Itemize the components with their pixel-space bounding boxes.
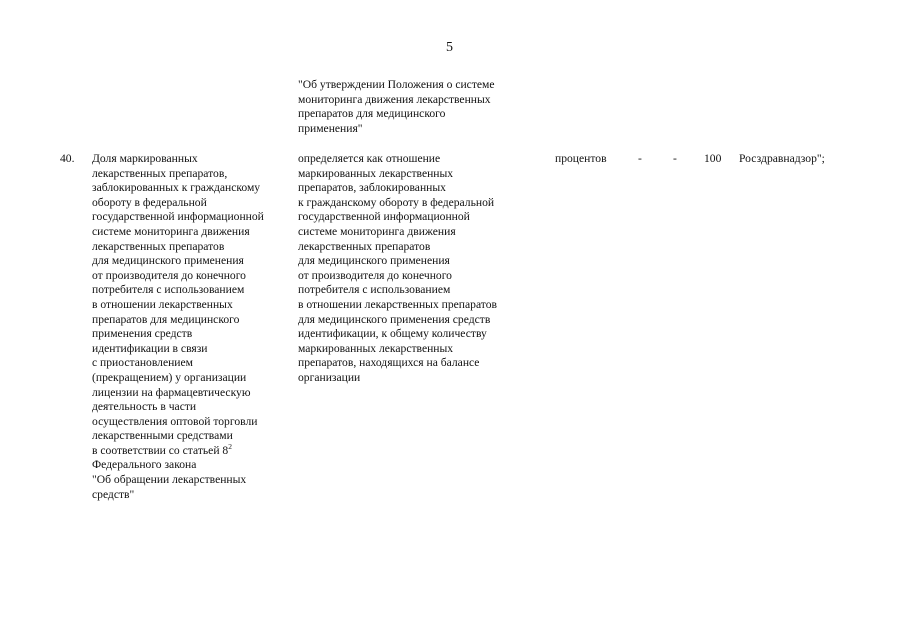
indicator-name-text: Доля маркированных лекарственных препаратов, заблокированных к гражданскому обороту в федеральной государственной информационной системе мониторинга движения лекарственных препаратов для медицинского применения от производителя до конечного потребителя с использованием в отношении лекарственных препаратов для медицинского применения средств идентификации в связи с приостановлением (прекращением) у организации лицензии на фармацевтическую деятельность в части осуществления оптовой торговли лекарственными средствами в соответствии со статьей 8 [92, 152, 264, 457]
responsible-agency: Росздравнадзор"; [739, 152, 825, 165]
indicator-name-text-end: Федерального закона "Об обращении лекарственных средств" [92, 458, 247, 501]
calculation-method: определяется как отношение маркированных лекарственных препаратов, заблокированных к гражданскому обороту в федеральной государственной информационной системе мониторинга движения лекарственных препаратов для медицинского применения от производителя до конечного потребителя с использованием в отношении лекарственных препаратов для медицинского применения средств идентификации, к общему количеству маркированных лекарственных препаратов, находящихся на балансе организации [298, 152, 497, 384]
value-3: 100 [704, 152, 722, 165]
value-2: - [673, 152, 677, 165]
article-superscript: 2 [228, 441, 232, 451]
row-number: 40. [60, 152, 75, 165]
continuation-text: "Об утверждении Положения о системе мониторинга движения лекарственных препаратов для медицинского применения" [298, 78, 495, 135]
page-number: 5 [446, 40, 453, 55]
value-1: - [638, 152, 642, 165]
indicator-name [92, 152, 264, 502]
measurement-unit: процентов [555, 152, 607, 165]
